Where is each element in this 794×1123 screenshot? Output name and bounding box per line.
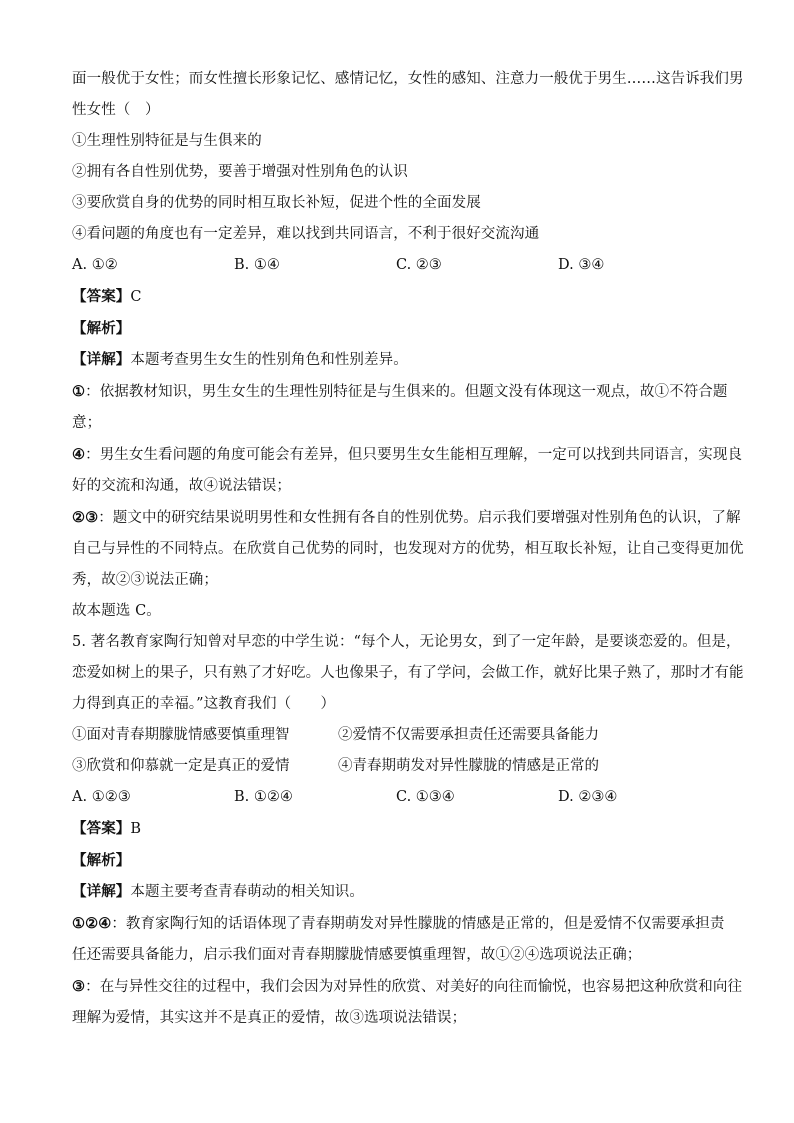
q5-statement-1: ①面对青春期朦胧情感要慎重理智 bbox=[72, 727, 290, 743]
q4-explanation-3-line-1 bbox=[72, 502, 741, 534]
q5-explanation-2-line-2: 理解为爱情，其实这并不是真正的爱情，故③选项说法错误； bbox=[72, 1010, 467, 1026]
q5-stem-line-2: 恋爱如树上的果子，只有熟了才好吃。人也像果子，有了学问，会做工作，就好比果子熟了，那时才有能 bbox=[72, 665, 744, 681]
q4-explanation-3-line-3: 秀，故②③说法正确； bbox=[72, 572, 218, 588]
q5-answer bbox=[72, 813, 724, 845]
q4-stem-line-2: 性女性（ ） bbox=[72, 102, 160, 118]
q5-analysis-label: 【解析】 bbox=[72, 852, 131, 869]
q5-option-a: A. ①②③ bbox=[72, 789, 131, 805]
detail-label: 【详解】 bbox=[72, 883, 131, 900]
explanation-text: ：男生女生看问题的角度可能会有差异，但只要男生女生能相互理解，一定可以找到共同语言，实现良 bbox=[85, 447, 743, 463]
answer-label: 【答案】 bbox=[72, 820, 131, 837]
explanation-key: ① bbox=[72, 383, 86, 400]
q5-option-d: D. ②③④ bbox=[558, 789, 618, 805]
q4-option-a: A. ①② bbox=[72, 257, 118, 273]
explanation-key: ③ bbox=[72, 978, 86, 995]
detail-intro: 本题主要考查青春萌动的相关知识。 bbox=[130, 884, 365, 900]
document-page bbox=[72, 64, 744, 1034]
q5-statement-2: ②爱情不仅需要承担责任还需要具备能力 bbox=[338, 727, 599, 743]
q5-explanation-2-line-1 bbox=[72, 971, 743, 1003]
answer-value: B bbox=[130, 821, 142, 837]
explanation-text: ：在与异性交往的过程中，我们会因为对异性的欣赏、对美好的向往而愉悦，也容易把这种欣赏和向往 bbox=[85, 979, 743, 995]
q5-explanation-1-line-2: 任还需要具备能力，启示我们面对青春期朦胧情感要慎重理智，故①②④选项说法正确； bbox=[72, 947, 642, 963]
q5-statements-row-1 bbox=[72, 720, 724, 751]
q4-stem-line-1: 面一般优于女性；而女性擅长形象记忆、感情记忆，女性的感知、注意力一般优于男生……这告诉我们男 bbox=[72, 71, 744, 87]
q4-option-d: D. ③④ bbox=[558, 257, 605, 273]
q4-option-b: B. ①④ bbox=[234, 257, 280, 273]
q4-option-c: C. ②③ bbox=[396, 257, 442, 273]
q5-detail bbox=[72, 876, 724, 908]
q4-explanation-1-line-1 bbox=[72, 376, 728, 408]
answer-label: 【答案】 bbox=[72, 288, 131, 305]
q4-explanation-2-line-2: 好的交流和沟通，故④说法错误； bbox=[72, 478, 291, 494]
q5-stem-line-3: 力得到真正的幸福。”这教育我们（ ） bbox=[72, 696, 336, 712]
explanation-key: ②③ bbox=[72, 509, 99, 526]
q5-option-b: B. ①②④ bbox=[234, 789, 293, 805]
q5-statements-row-2 bbox=[72, 751, 724, 782]
q5-options bbox=[72, 782, 724, 813]
q5-explanation-1-line-1 bbox=[72, 908, 724, 940]
q5-statement-4: ④青春期萌发对异性朦胧的情感是正常的 bbox=[338, 758, 599, 774]
q4-explanation-2-line-1 bbox=[72, 439, 743, 471]
q4-explanation-3-line-2: 自己与异性的不同特点。在欣赏自己优势的同时，也发现对方的优势，相互取长补短，让自己变得更加优 bbox=[72, 541, 744, 557]
explanation-text: ：依据教材知识，男生女生的生理性别特征是与生俱来的。但题文没有体现这一观点，故①不符合题 bbox=[85, 384, 728, 400]
detail-intro: 本题考查男生女生的性别角色和性别差异。 bbox=[130, 352, 408, 368]
q4-statement-1: ①生理性别特征是与生俱来的 bbox=[72, 133, 262, 149]
q4-conclusion: 故本题选 C。 bbox=[72, 603, 161, 619]
q5-statement-3: ③欣赏和仰慕就一定是真正的爱情 bbox=[72, 758, 290, 774]
answer-value: C bbox=[130, 289, 142, 305]
explanation-key: ①②④ bbox=[72, 915, 112, 932]
q4-statement-3: ③要欣赏自身的优势的同时相互取长补短，促进个性的全面发展 bbox=[72, 195, 481, 211]
q4-explanation-1-line-2: 意； bbox=[72, 415, 102, 431]
explanation-text: ：题文中的研究结果说明男性和女性拥有各自的性别优势。启示我们要增强对性别角色的认识，了解 bbox=[98, 510, 741, 526]
explanation-key: ④ bbox=[72, 446, 86, 463]
q4-statement-4: ④看问题的角度也有一定差异，难以找到共同语言，不利于很好交流沟通 bbox=[72, 226, 540, 242]
q4-answer bbox=[72, 281, 724, 313]
q5-stem-line-1: 5. 著名教育家陶行知曾对早恋的中学生说：“每个人，无论男女，到了一定年龄，是要谈恋爱的。但是， bbox=[72, 634, 741, 650]
detail-label: 【详解】 bbox=[72, 351, 131, 368]
q5-option-c: C. ①③④ bbox=[396, 789, 455, 805]
q4-statement-2: ②拥有各自性别优势，要善于增强对性别角色的认识 bbox=[72, 164, 408, 180]
q4-detail bbox=[72, 344, 724, 376]
q4-options bbox=[72, 250, 724, 281]
q4-analysis-label: 【解析】 bbox=[72, 320, 131, 337]
explanation-text: ：教育家陶行知的话语体现了青春期萌发对异性朦胧的情感是正常的，但是爱情不仅需要承担责 bbox=[111, 916, 725, 932]
